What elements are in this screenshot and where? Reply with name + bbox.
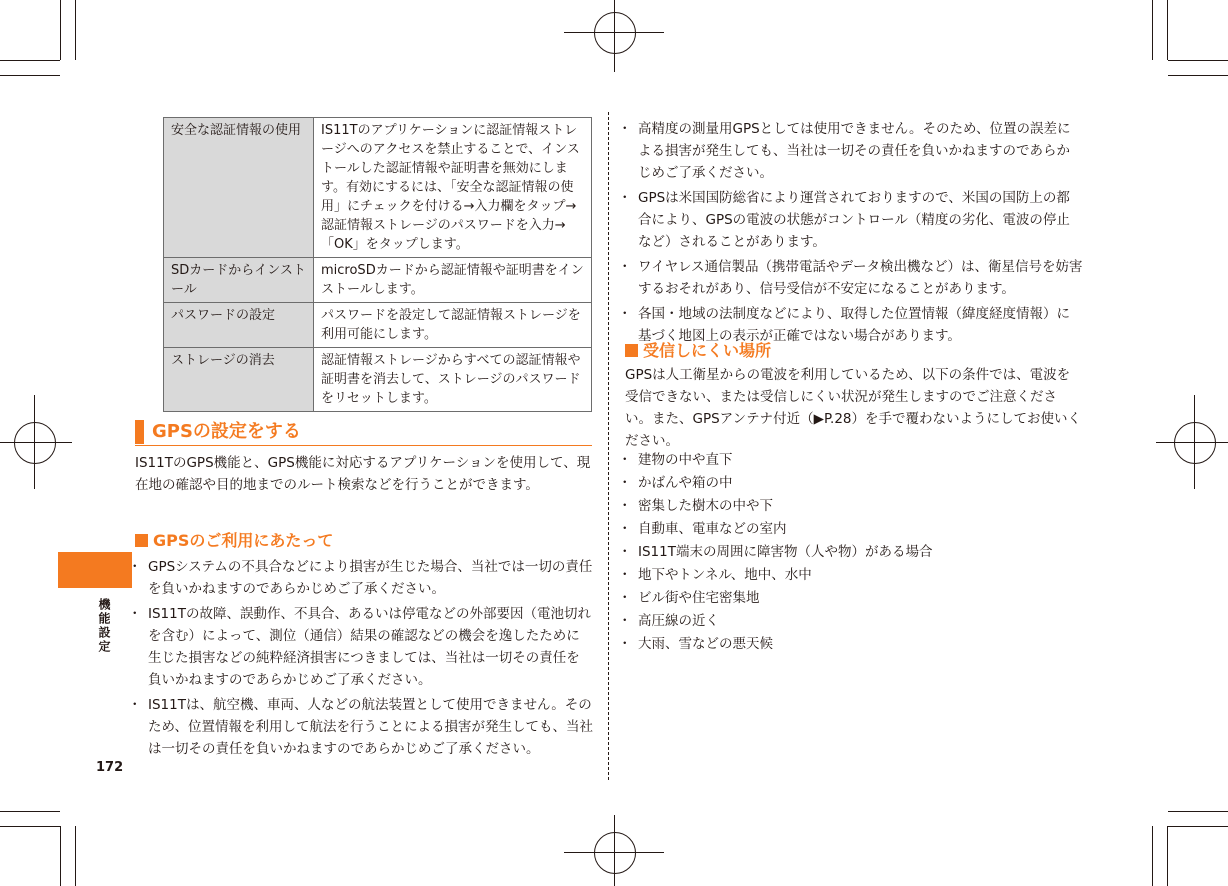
list-item: ・ 高精度の測量用GPSとしては使用できません。そのため、位置の誤差による損害が発生しても、当社は一切その責任を負いかねますのであらかじめご了承ください。 — [618, 118, 1083, 184]
table-row — [164, 348, 592, 412]
heading-underline — [135, 445, 592, 446]
list-item: ・ かばんや箱の中 — [618, 472, 1083, 495]
list-item: ・ 地下やトンネル、地中、水中 — [618, 564, 1083, 587]
list-item: ・ 高圧線の近く — [618, 610, 1083, 633]
column-divider — [608, 112, 609, 780]
security-settings-table — [163, 117, 592, 412]
section-title: GPSの設定をする — [152, 421, 301, 442]
list-item: ・ GPSは米国国防総省により運営されておりますので、米国の国防上の都合により、GPSの電波の状態がコントロール（精度の劣化、電波の停止など）されることがあります。 — [618, 187, 1083, 253]
subsection-heading — [625, 340, 771, 362]
setting-description: パスワードを設定して認証情報ストレージを利用可能にします。 — [314, 303, 592, 348]
setting-name: ストレージの消去 — [164, 348, 314, 412]
table-row — [164, 303, 592, 348]
subsection-heading — [135, 530, 333, 552]
page-number: 172 — [96, 760, 124, 775]
gps-caution-list — [618, 118, 1083, 350]
setting-description: IS11Tのアプリケーションに認証情報ストレージへのアクセスを禁止することで、インストールした認証情報や証明書を無効にします。有効にするには、「安全な認証情報の使用」にチェックを付ける→入力欄をタップ→認証情報ストレージのパスワードを入力→「OK」をタップします。 — [314, 118, 592, 258]
list-item: ・ ビル街や住宅密集地 — [618, 587, 1083, 610]
list-item: ・ 各国・地域の法制度などにより、取得した位置情報（緯度経度情報）に基づく地図上の表示が正確ではない場合があります。 — [618, 303, 1083, 347]
heading-bar — [135, 420, 144, 444]
chapter-tab — [58, 552, 132, 588]
list-item: ・ IS11Tの故障、誤動作、不具合、あるいは停電などの外部要因（電池切れを含む）によって、測位（通信）結果の確認などの機会を逸したために生じた損害などの純粋経済損害につきましては、当社は一切その責任を負いかねますのであらかじめご了承ください。 — [128, 603, 593, 691]
table-row — [164, 118, 592, 258]
chapter-label: 機能設定 — [97, 598, 111, 654]
square-bullet-icon — [135, 534, 148, 547]
list-item: ・ IS11Tは、航空機、車両、人などの航法装置として使用できません。そのため、位置情報を利用して航法を行うことによる損害が発生しても、当社は一切その責任を負いかねますのであらかじめご了承ください。 — [128, 694, 593, 760]
reception-places-list — [618, 449, 1083, 656]
reception-intro: GPSは人工衛星からの電波を利用しているため、以下の条件では、電波を受信できない、または受信しにくい状況が発生しますのでご注意ください。また、GPSアンテナ付近（▶P.28）を手で覆わないようにしてお使いください。 — [625, 367, 1082, 449]
square-bullet-icon — [625, 344, 638, 357]
list-item: ・ ワイヤレス通信製品（携帯電話やデータ検出機など）は、衛星信号を妨害するおそれがあり、信号受信が不安定になることがあります。 — [618, 256, 1083, 300]
list-item: ・ 自動車、電車などの室内 — [618, 518, 1083, 541]
gps-intro: IS11TのGPS機能と、GPS機能に対応するアプリケーションを使用して、現在地の確認や目的地までのルート検索などを行うことができます。 — [135, 455, 591, 493]
list-item: ・ 密集した樹木の中や下 — [618, 495, 1083, 518]
usage-notes-list — [128, 556, 593, 763]
setting-name: パスワードの設定 — [164, 303, 314, 348]
setting-description: 認証情報ストレージからすべての認証情報や証明書を消去して、ストレージのパスワードをリセットします。 — [314, 348, 592, 412]
subsection-heading-text: GPSのご利用にあたって — [153, 531, 334, 550]
subsection-heading-text: 受信しにくい場所 — [643, 341, 772, 360]
list-item: ・ IS11T端末の周囲に障害物（人や物）がある場合 — [618, 541, 1083, 564]
table-row — [164, 258, 592, 303]
setting-name: SDカードからインストール — [164, 258, 314, 303]
list-item: ・ 大雨、雪などの悪天候 — [618, 633, 1083, 656]
setting-description: microSDカードから認証情報や証明書をインストールします。 — [314, 258, 592, 303]
list-item: ・ GPSシステムの不具合などにより損害が生じた場合、当社では一切の責任を負いかねますのであらかじめご了承ください。 — [128, 556, 593, 600]
setting-name: 安全な認証情報の使用 — [164, 118, 314, 258]
list-item: ・ 建物の中や直下 — [618, 449, 1083, 472]
